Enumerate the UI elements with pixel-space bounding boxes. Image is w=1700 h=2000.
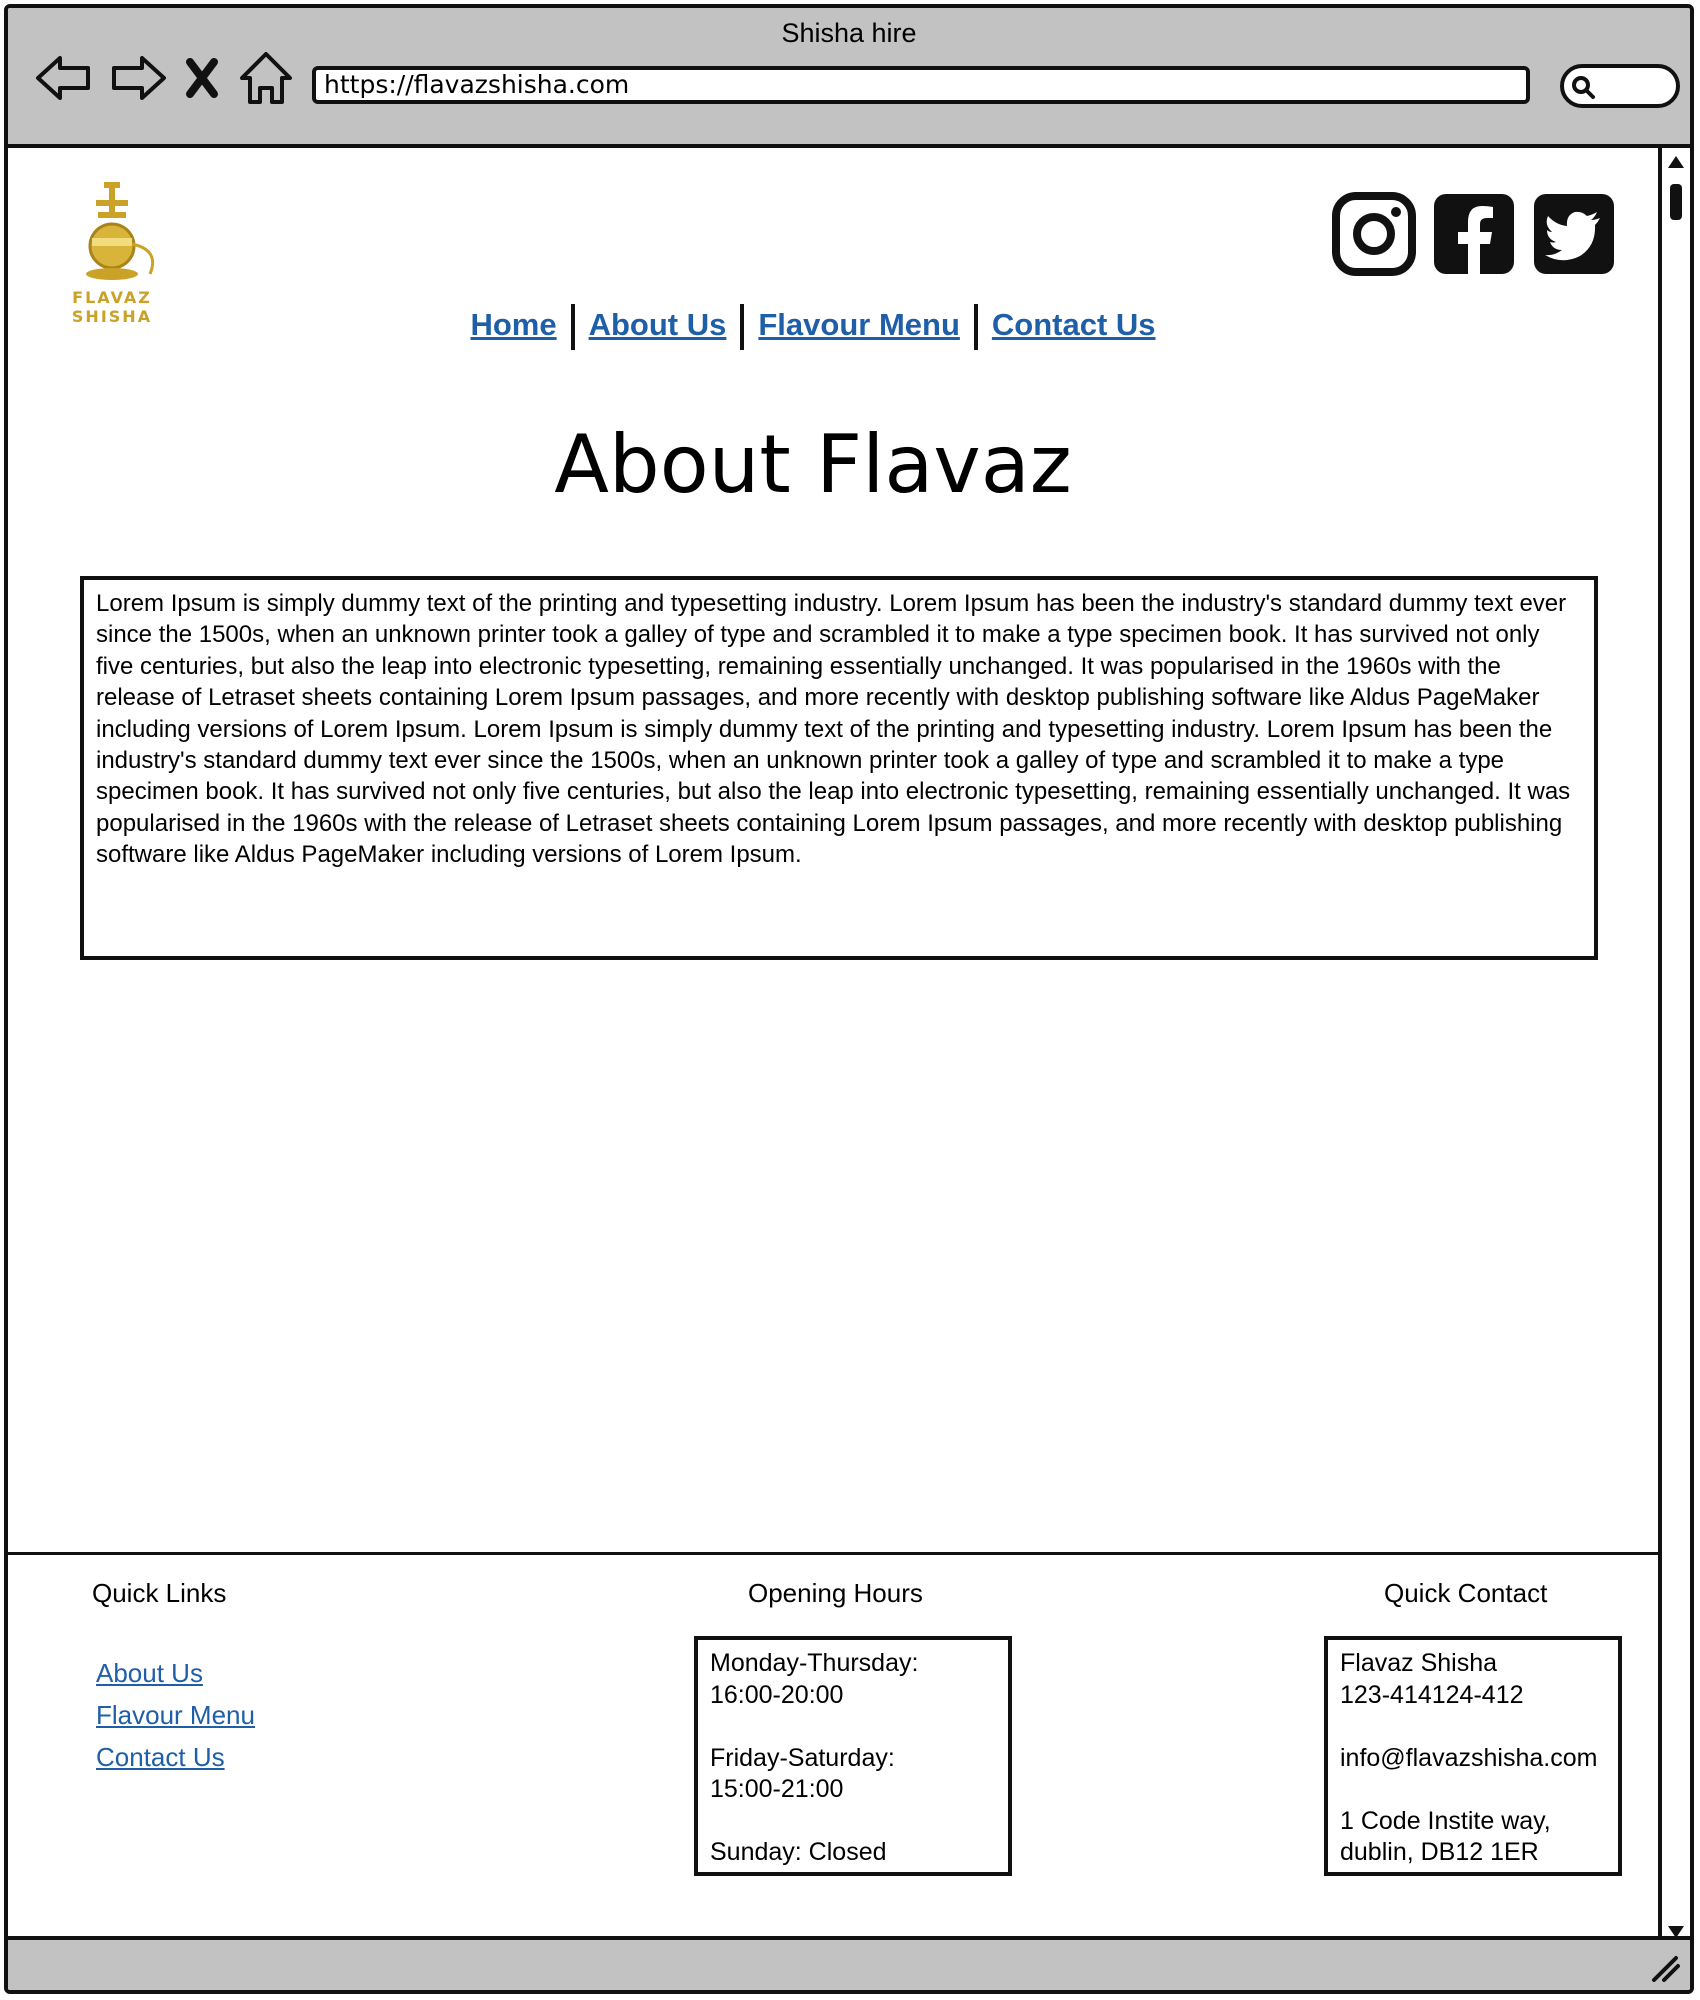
resize-grip-icon[interactable] xyxy=(1648,1950,1682,1984)
footer-divider xyxy=(8,1552,1670,1555)
about-text-box xyxy=(80,576,1598,960)
hours-line xyxy=(710,1711,996,1743)
scroll-thumb[interactable] xyxy=(1670,184,1682,220)
hours-line: 15:00-21:00 xyxy=(710,1775,844,1803)
twitter-link[interactable] xyxy=(1532,192,1616,276)
hours-line: 16:00-20:00 xyxy=(710,1680,844,1709)
instagram-link[interactable] xyxy=(1332,192,1416,276)
back-button[interactable] xyxy=(34,48,94,108)
quick-links-heading: Quick Links xyxy=(92,1578,227,1608)
scroll-up-icon[interactable] xyxy=(1666,152,1686,172)
facebook-icon xyxy=(1432,192,1516,276)
hookah-logo-icon xyxy=(32,178,192,288)
nav-separator xyxy=(974,304,978,350)
contact-line: Flavaz Shisha xyxy=(1340,1649,1498,1677)
back-arrow-icon xyxy=(34,48,94,108)
hours-line: Friday-Saturday: xyxy=(710,1743,895,1772)
contact-email: info@flavazshisha.com xyxy=(1340,1743,1598,1772)
opening-hours-heading: Opening Hours xyxy=(748,1578,923,1608)
footer-link-contact-us[interactable]: Contact Us xyxy=(96,1742,225,1772)
forward-button[interactable] xyxy=(108,48,168,108)
main-navigation xyxy=(8,304,1618,350)
contact-line: 123-414124-412 xyxy=(1340,1680,1524,1709)
opening-hours-box xyxy=(694,1636,1012,1876)
close-icon xyxy=(182,48,222,108)
forward-arrow-icon xyxy=(108,48,168,108)
browser-window xyxy=(4,4,1694,1994)
nav-about-us[interactable]: About Us xyxy=(588,307,727,343)
twitter-icon xyxy=(1532,192,1616,276)
facebook-link[interactable] xyxy=(1432,192,1516,276)
footer-link-flavour-menu[interactable]: Flavour Menu xyxy=(96,1700,255,1730)
nav-contact-us[interactable]: Contact Us xyxy=(991,307,1156,343)
home-button[interactable] xyxy=(236,48,296,108)
home-icon xyxy=(236,48,296,108)
url-bar[interactable]: https://flavazshisha.com xyxy=(312,66,1530,104)
stop-button[interactable] xyxy=(182,48,222,108)
nav-flavour-menu[interactable]: Flavour Menu xyxy=(758,307,960,343)
vertical-scrollbar[interactable] xyxy=(1658,148,1690,1948)
browser-titlebar xyxy=(8,8,1690,148)
quick-contact-heading: Quick Contact xyxy=(1384,1578,1548,1608)
search-box[interactable] xyxy=(1560,64,1680,108)
hours-line: Monday-Thursday: xyxy=(710,1649,919,1677)
hours-line xyxy=(710,1806,996,1838)
about-text: Lorem Ipsum is simply dummy text of the printing and typesetting industry. Lorem Ipsum has been the industry's standard dummy text ever since the 1500s, when an unknown printer took a galley of type and scrambled it to make a type specimen book. It has survived not only five centuries, but also the leap into electronic typesetting, remaining essentially unchanged. It was popularised in the 1960s with the release of Letraset sheets containing Lorem Ipsum passages, and more recently with desktop publishing software like Aldus PageMaker including versions of Lorem Ipsum. Lorem Ipsum is simply dummy text of the printing and typesetting industry. Lorem Ipsum has been the industry's standard dummy text ever since the 1500s, when an unknown printer took a galley of type and scrambled it to make a type specimen book. It has survived not only five centuries, but also the leap into electronic typesetting, remaining essentially unchanged. It was popularised in the 1960s with the release of Letraset sheets containing Lorem Ipsum passages, and more recently with desktop publishing software like Aldus PageMaker including versions of Lorem Ipsum. xyxy=(96,590,1571,869)
nav-home[interactable]: Home xyxy=(470,307,557,343)
page-title: About Flavaz xyxy=(554,418,1072,511)
contact-address: dublin, DB12 1ER xyxy=(1340,1838,1539,1866)
search-icon xyxy=(1570,74,1596,100)
nav-separator xyxy=(740,304,744,350)
contact-line xyxy=(1340,1774,1606,1806)
instagram-icon xyxy=(1332,192,1416,276)
contact-address: 1 Code Instite way, xyxy=(1340,1806,1551,1835)
contact-line xyxy=(1340,1711,1606,1743)
window-title: Shisha hire xyxy=(781,18,917,48)
quick-contact-box xyxy=(1324,1636,1622,1876)
logo-text: FLAVAZ SHISHA xyxy=(71,288,153,326)
hours-line: Sunday: Closed xyxy=(710,1838,887,1866)
quick-links-list xyxy=(96,1652,255,1778)
footer-link-about-us[interactable]: About Us xyxy=(96,1658,203,1688)
nav-separator xyxy=(571,304,575,350)
status-bar xyxy=(8,1936,1690,1990)
flavaz-logo[interactable] xyxy=(32,178,192,326)
